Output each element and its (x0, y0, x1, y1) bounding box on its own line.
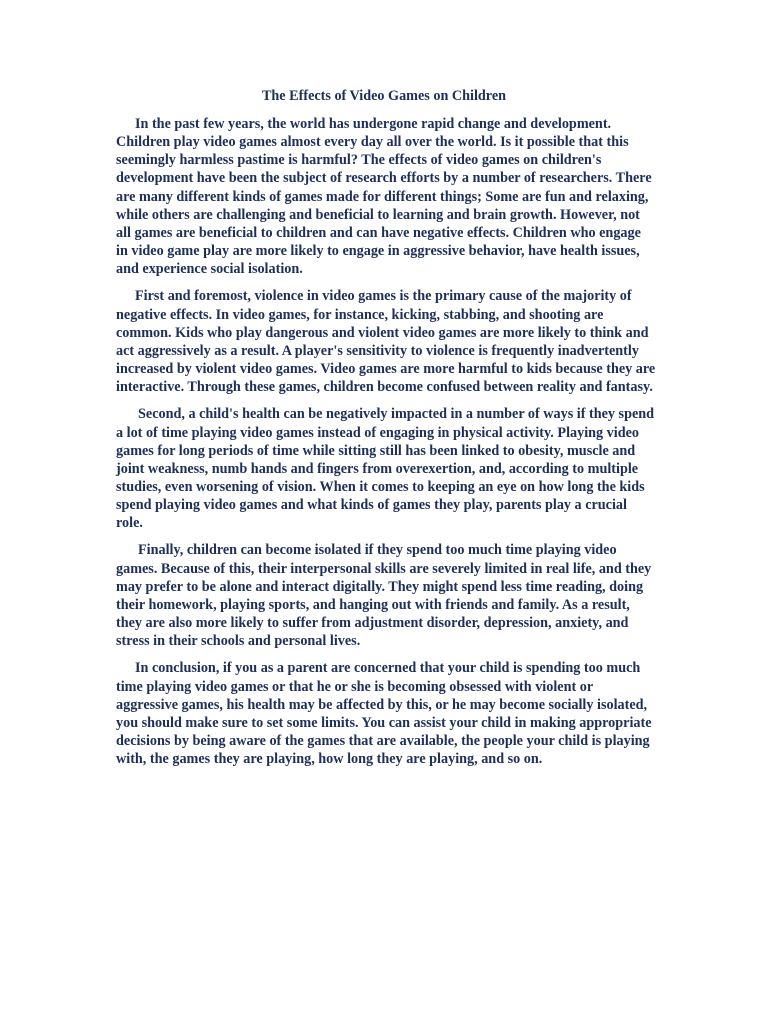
document-title: The Effects of Video Games on Children (261, 88, 507, 104)
document-body (116, 115, 656, 777)
paragraph-health: Second, a child's health can be negatively impacted in a number of ways if they spend a lot of time playing video games instead of engaging in physical activity. Playing video games for long periods of time while sitting still has been linked to obesity, muscle and joint weakness, numb hands and fingers from overexertion, and, according to multiple studies, even worsening of vision. When it comes to keeping an eye on how long the kids spend playing video games and what kinds of games they play, parents play a crucial role. (116, 406, 655, 532)
paragraph-isolation: Finally, children can become isolated if they spend too much time playing video games. Because of this, their interpersonal skills are severely limited in real life, and they may prefer to be alone and interact digitally. They might spend less time reading, doing their homework, playing sports, and hanging out with friends and family. As a result, they are also more likely to suffer from adjustment disorder, depression, anxiety, and stress in their schools and personal lives. (116, 542, 652, 650)
paragraph-conclusion: In conclusion, if you as a parent are concerned that your child is spending too much time playing video games or that he or she is becoming obsessed with violent or aggressive games, his health may be affected by this, or he may become socially isolated, you should make sure to set some limits. You can assist your child in making appropriate decisions by being aware of the games that are available, the people your child is playing with, the games they are playing, how long they are playing, and so on. (116, 660, 652, 768)
paragraph-introduction: In the past few years, the world has undergone rapid change and development. Children play video games almost every day all over the world. Is it possible that this seemingly harmless pastime is harmful? The effects of video games on children's development have been the subject of research efforts by a number of researchers. There are many different kinds of games made for different things; Some are fun and relaxing, while others are challenging and beneficial to learning and brain growth. However, not all games are beneficial to children and can have negative effects. Children who engage in video game play are more likely to engage in aggressive behavior, have health issues, and experience social isolation. (116, 116, 652, 278)
paragraph-violence: First and foremost, violence in video games is the primary cause of the majority of negative effects. In video games, for instance, kicking, stabbing, and shooting are common. Kids who play dangerous and violent video games are more likely to think and act aggressively as a result. A player's sensitivity to violence is frequently inadvertently increased by violent video games. Video games are more harmful to kids because they are interactive. Through these games, children become confused between reality and fantasy. (116, 288, 656, 396)
